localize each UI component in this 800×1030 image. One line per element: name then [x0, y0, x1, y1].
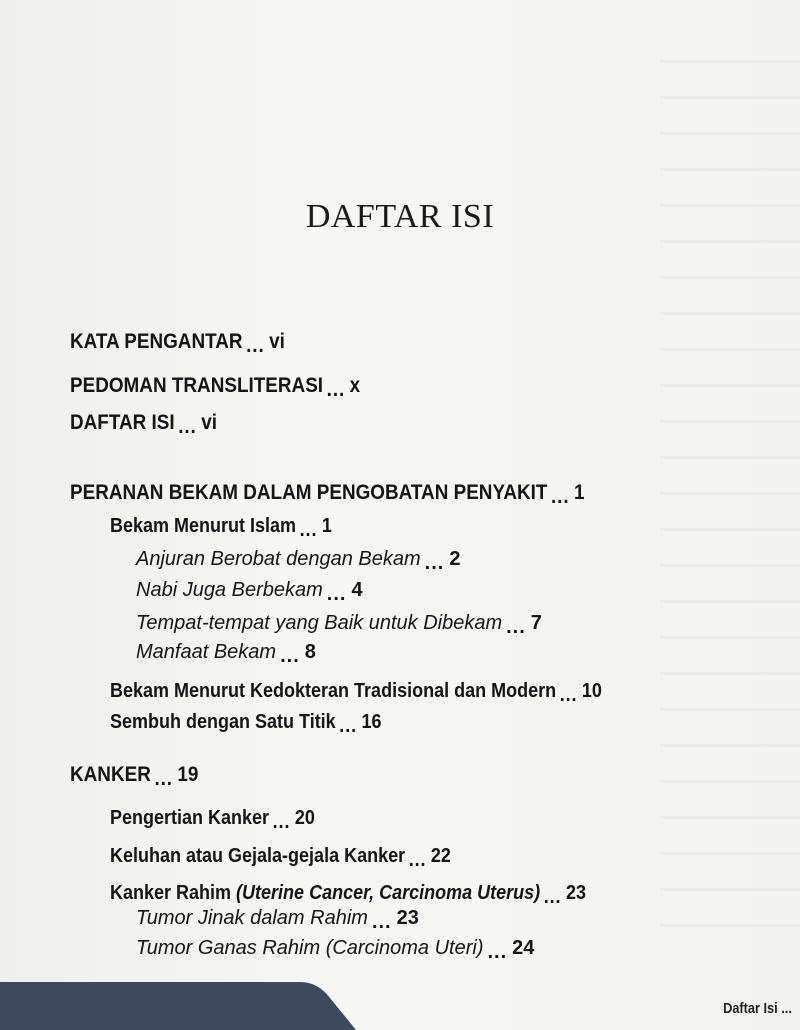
toc-entry	[70, 763, 199, 790]
toc-leader-dots: ...	[280, 645, 300, 667]
toc-page-number: vi	[269, 330, 285, 353]
toc-page-number: 10	[581, 680, 602, 702]
toc-entry	[110, 845, 451, 871]
toc-leader-dots: ...	[299, 519, 318, 541]
toc-entry-title: DAFTAR ISI	[70, 411, 175, 434]
toc-page-number: 4	[351, 579, 363, 601]
toc-entry	[110, 515, 332, 541]
toc-page-number: x	[349, 374, 361, 397]
toc-page-number: 8	[304, 641, 316, 663]
toc-entry	[136, 548, 461, 574]
toc-page-number: 23	[396, 907, 419, 929]
toc-leader-dots: ...	[326, 583, 347, 605]
toc-entry-title: PEDOMAN TRANSLITERASI	[70, 374, 324, 397]
toc-entry	[110, 711, 382, 737]
toc-page-number: 16	[361, 711, 382, 733]
page-title: DAFTAR ISI	[305, 198, 495, 235]
toc-entry	[70, 374, 361, 401]
toc-entry	[136, 612, 542, 638]
toc-leader-dots: ...	[424, 552, 445, 574]
toc-page-number: 22	[430, 845, 451, 867]
toc-entry-title: Manfaat Bekam	[136, 641, 277, 663]
toc-page-number: vi	[201, 411, 217, 434]
toc-leader-dots: ...	[154, 767, 173, 790]
running-head: Daftar Isi ...	[723, 1000, 792, 1017]
toc-entry	[70, 330, 285, 357]
toc-entry-title: Pengertian Kanker	[110, 807, 270, 829]
toc-entry-title: Tempat-tempat yang Baik untuk Dibekam	[136, 612, 503, 634]
toc-entry-title: PERANAN BEKAM DALAM PENGOBATAN PENYAKIT	[70, 481, 548, 504]
toc-leader-dots: ...	[487, 941, 508, 963]
toc-leader-dots: ...	[371, 911, 392, 933]
toc-entry	[136, 579, 363, 605]
toc-entry-title: Sembuh dengan Satu Titik	[110, 711, 336, 733]
toc-leader-dots: ...	[339, 715, 358, 737]
toc-leader-dots: ...	[506, 616, 526, 638]
toc-leader-dots: ...	[408, 849, 427, 871]
toc-page-number: 24	[512, 937, 535, 959]
toc-leader-dots: ...	[326, 378, 346, 401]
toc-page-number: 1	[573, 481, 585, 504]
toc-entry	[110, 807, 315, 833]
toc-page-number: 23	[565, 882, 586, 904]
toc-entry-title: Keluhan atau Gejala-gejala Kanker	[110, 845, 406, 867]
toc-entry	[136, 641, 316, 667]
toc-page-number: 7	[530, 612, 542, 634]
toc-entry-title: Anjuran Berobat dengan Bekam	[136, 548, 421, 570]
toc-page-number: 20	[294, 807, 315, 829]
toc-entry-title: Tumor Jinak dalam Rahim	[136, 907, 368, 929]
bleed-through-texture	[660, 60, 800, 960]
toc-entry-title: Bekam Menurut Islam	[110, 515, 297, 537]
toc-entry	[136, 907, 419, 933]
toc-leader-dots: ...	[543, 886, 562, 908]
toc-leader-dots: ...	[272, 811, 291, 833]
toc-entry-title: KANKER	[70, 763, 151, 786]
toc-entry	[110, 882, 586, 908]
footer-band-decoration	[0, 968, 360, 1030]
toc-entry-title: KATA PENGANTAR	[70, 330, 243, 353]
toc-page-number: 19	[177, 763, 199, 786]
toc-leader-dots: ...	[551, 485, 570, 508]
toc-page-number: 1	[321, 515, 332, 537]
toc-leader-dots: ...	[246, 334, 265, 357]
toc-entry-title-italic: (Uterine Cancer, Carcinoma Uterus)	[236, 882, 541, 904]
toc-entry	[136, 937, 535, 963]
toc-entry	[110, 680, 602, 706]
toc-entry-title: Tumor Ganas Rahim (Carcinoma Uteri)	[136, 937, 484, 959]
toc-entry	[70, 411, 217, 438]
toc-page-number: 2	[449, 548, 461, 570]
toc-entry-title: Bekam Menurut Kedokteran Tradisional dan Modern	[110, 680, 557, 702]
toc-leader-dots: ...	[178, 415, 197, 438]
toc-entry-title: Kanker Rahim	[110, 882, 237, 904]
toc-entry	[70, 481, 585, 508]
toc-leader-dots: ...	[559, 684, 578, 706]
toc-entry-title: Nabi Juga Berbekam	[136, 579, 323, 601]
